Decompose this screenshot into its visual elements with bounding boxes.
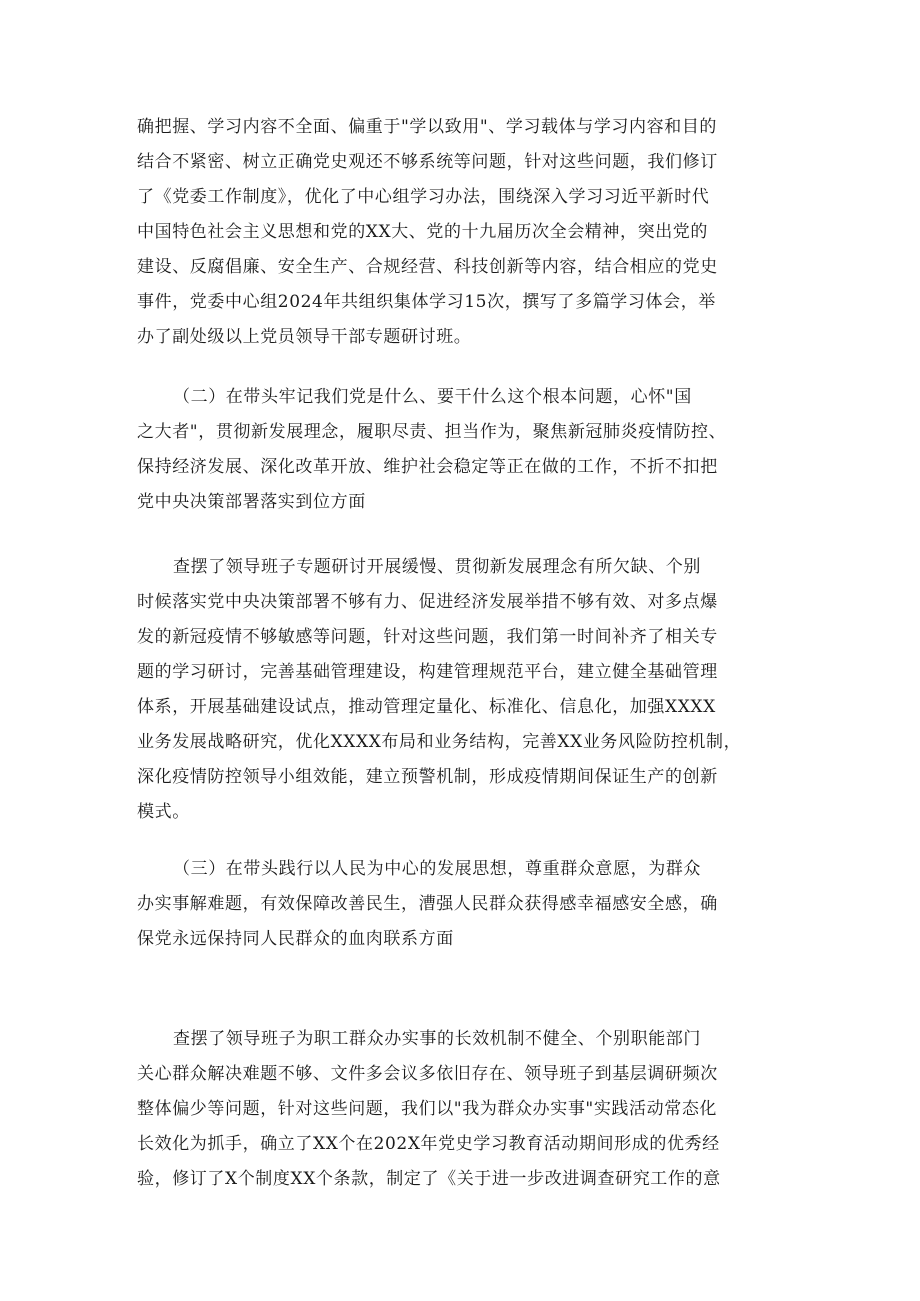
heading-line: 党中央决策部署落实到位方面 [137, 492, 366, 512]
text-line: 长效化为抓手，确立了XX个在202X年党史学习教育活动期间形成的优秀经 [137, 1134, 720, 1154]
text-line: 确把握、学习内容不全面、偏重于"学以致用"、学习载体与学习内容和目的 [137, 117, 718, 137]
section-heading-two [137, 380, 797, 520]
text-line: 事件，党委中心组2024年共组织集体学习15次，撰写了多篇学习体会，举 [137, 292, 716, 312]
text-line: 业务发展战略研究，优化XXXX布局和业务结构，完善XX业务风险防控机制， [137, 732, 742, 752]
text-line: 体系，开展基础建设试点，推动管理定量化、标准化、信息化，加强XXXX [137, 697, 716, 717]
heading-line: 保党永远保持同人民群众的血肉联系方面 [137, 929, 454, 949]
text-line: 查摆了领导班子为职工群众办实事的长效机制不健全、个别职能部门 [173, 1029, 701, 1049]
text-line: 发的新冠疫情不够敏感等问题，针对这些问题，我们第一时间补齐了相关专 [137, 627, 718, 647]
heading-line: 办实事解难题，有效保障改善民生，漕强人民群众获得感幸福感安全感，确 [137, 894, 718, 914]
text-line: 深化疫情防控领导小组效能，建立预警机制，形成疫情期间保证生产的创新 [137, 767, 718, 787]
text-line: 整体偏少等问题，针对这些问题，我们以"我为群众办实事"实践活动常态化 [137, 1099, 718, 1119]
text-line: 了《党委工作制度》，优化了中心组学习办法，围绕深入学习习近平新时代 [137, 187, 710, 207]
text-line: 办了副处级以上党员领导干部专题研讨班。 [137, 327, 472, 347]
heading-line: 保持经济发展、深化改革开放、维护社会稳定等正在做的工作，不折不扣把 [137, 457, 718, 477]
text-line: 时候落实党中央决策部署不够有力、促进经济发展举措不够有效、对多点爆 [137, 592, 718, 612]
text-line: 关心群众解决难题不够、文件多会议多依旧存在、领导班子到基层调研频次 [137, 1064, 718, 1084]
paragraph-development-issues [137, 550, 797, 830]
paragraph-study-system [137, 110, 797, 355]
text-line: 查摆了领导班子专题研讨开展缓慢、贯彻新发展理念有所欠缺、个别 [173, 557, 701, 577]
heading-line: （三）在带头践行以人民为中心的发展思想，尊重群众意愿，为群众 [173, 859, 701, 879]
section-heading-three [137, 852, 797, 957]
text-line: 中国特色社会主义思想和党的XX大、党的十九届历次全会精神，突出党的 [137, 222, 709, 242]
heading-line: （二）在带头牢记我们党是什么、要干什么这个根本问题，心怀"国 [173, 387, 692, 407]
text-line: 结合不紧密、树立正确党史观还不够系统等问题，针对这些问题，我们修订 [137, 152, 718, 172]
text-line: 建设、反腐倡廉、安全生产、合规经营、科技创新等内容，结合相应的党史 [137, 257, 718, 277]
text-line: 模式。 [137, 802, 190, 822]
heading-line: 之大者"，贯彻新发展理念，履职尽责、担当作为，聚焦新冠肺炎疫情防控、 [137, 422, 727, 442]
paragraph-people-issues [137, 1022, 797, 1197]
text-line: 题的学习研讨，完善基础管理建设，构建管理规范平台，建立健全基础管理 [137, 662, 718, 682]
text-line: 验，修订了X个制度XX个条款，制定了《关于进一步改进调查研究工作的意 [137, 1169, 721, 1189]
